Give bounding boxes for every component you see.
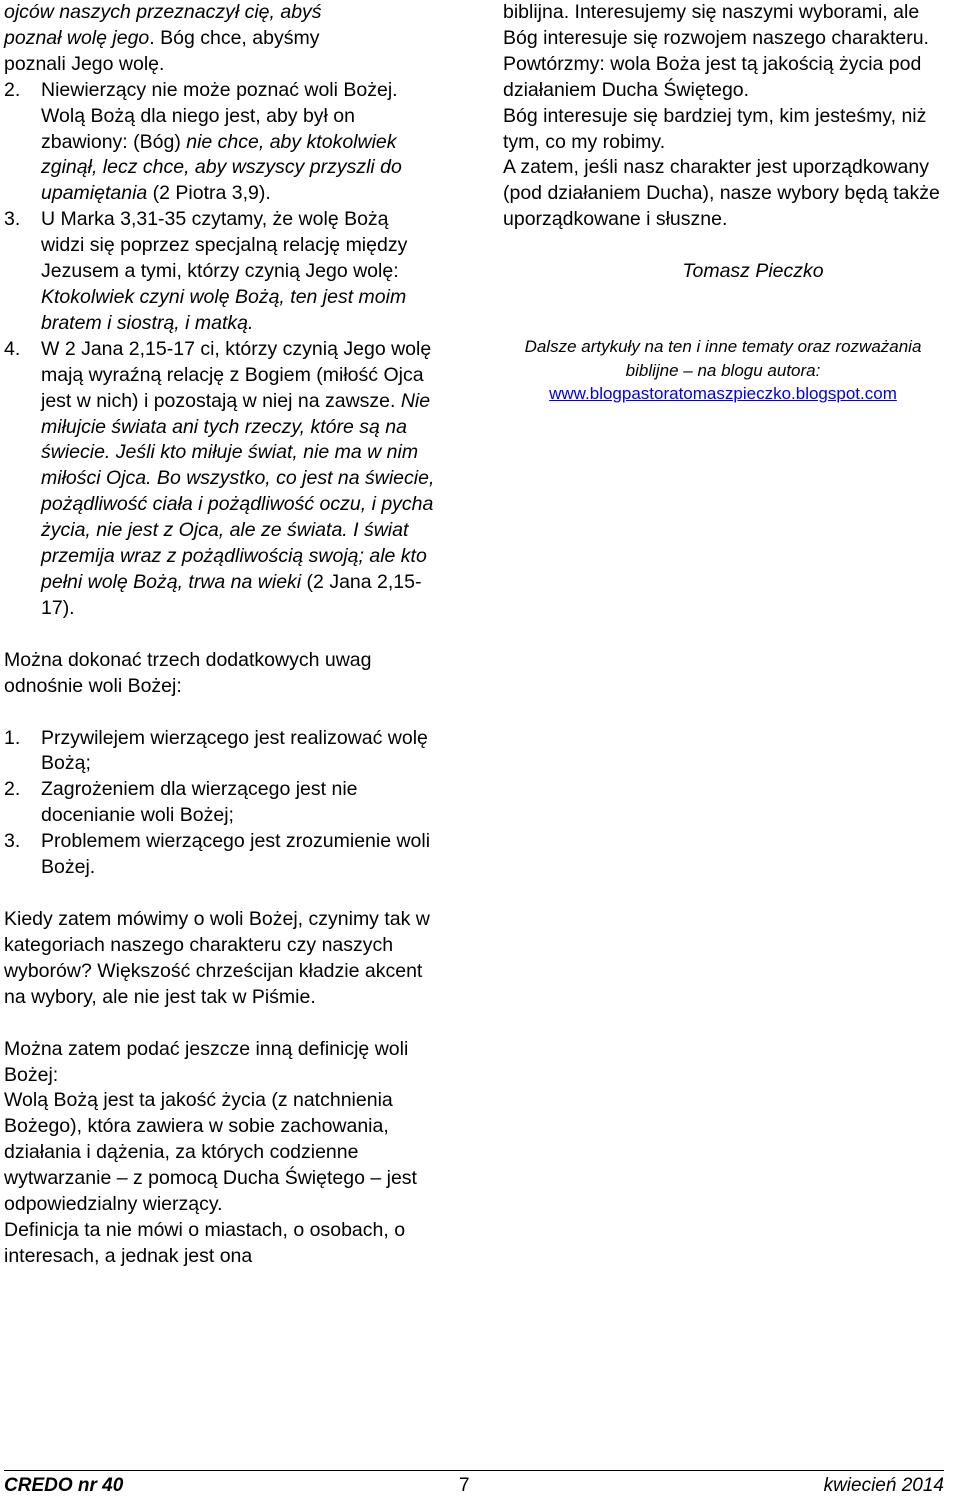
list-item-3 [4,207,436,337]
conclusion-paragraph: A zatem, jeśli nasz charakter jest uporządkowany (pod działaniem Ducha), nasze wybory będą także uporządkowane i słuszne. [503,156,940,231]
intro-text-end: poznali Jego wolę. [4,52,165,75]
summary-paragraph: Bóg interesuje się bardziej tym, kim jesteśmy, niż tym, co my robimy. [503,104,927,153]
blog-link[interactable]: www.blogpastoratomaszpieczko.blogspot.com [549,384,897,404]
question-paragraph: Kiedy zatem mówimy o woli Bożej, czynimy tak w kategoriach naszego charakteru czy naszych wyborów? Większość chrześcijan kładzie akcent na wybory, ale nie jest tak w Piśmie. [4,908,430,1008]
list-number: 4. [4,337,21,360]
right-column [503,0,943,406]
blog-note [503,335,943,406]
remark-number: 3. [4,830,21,853]
list-text: U Marka 3,31-35 czytamy, że wolę Bożą widzi się poprzez specjalną relację między Jezusem a tymi, którzy czynią Jego wolę: [41,208,408,283]
remark-item-1 [4,726,436,778]
remark-text: Problemem wierzącego jest zrozumienie woli Bożej. [41,830,431,879]
list-reference: (2 Jana 2,15-17). [41,570,422,619]
list-number: 3. [4,208,21,231]
remark-item-3 [4,829,436,881]
left-column [4,0,436,1270]
list-number: 2. [4,78,21,101]
remarks-intro: Można dokonać trzech dodatkowych uwag odnośnie woli Bożej: [4,648,372,697]
footer-date: kwiecień 2014 [823,1475,944,1496]
list-text: Niewierzący nie może poznać woli Bożej. Wolą Bożą dla niego jest, aby był on zbawiony: (Bóg) [41,78,398,153]
definition-text: Wolą Bożą jest ta jakość życia (z natchnienia Bożego), która zawiera w sobie zachowania, działania i dążenia, za których codzienne wytwarzanie – z pomocą Ducha Świętego – jest odpowiedzialny wierzący. [4,1089,417,1216]
intro-text: . Bóg chce, abyśmy [149,26,320,49]
footer-magazine: CREDO nr 40 [4,1475,124,1496]
list-item-2 [4,78,436,208]
author-signature: Tomasz Pieczko [682,260,824,283]
definition-comment: Definicja ta nie mówi o miastach, o osobach, o interesach, a jednak jest ona [4,1218,406,1267]
list-quote: Ktokolwiek czyni wolę Bożą, ten jest moim bratem i siostrą, i matką. [41,285,407,334]
summary-paragraph: Powtórzmy: wola Boża jest tą jakością życia pod działaniem Ducha Świętego. [503,52,922,101]
remark-text: Zagrożeniem dla wierzącego jest nie docenianie woli Bożej; [41,778,358,827]
list-quote: nie chce, aby ktokolwiek zginął, lecz chce, aby wszyscy przyszli do upamiętania [41,130,402,205]
remark-number: 2. [4,778,21,801]
list-quote: Nie miłujcie świata ani tych rzeczy, które są na świecie. Jeśli kto miłuje świat, nie ma w nim miłości Ojca. Bo wszystko, co jest na świecie, pożądliwość ciała i pożądliwość oczu, i pycha życia, nie jest z Ojca, ale ze świata. I świat przemija wraz z pożądliwością swoją; ale kto pełni wolę Bożą, trwa na wieki [41,389,435,593]
footer-page-number: 7 [459,1475,470,1496]
footer-divider [4,1470,944,1471]
blog-note-text: Dalsze artykuły na ten i inne tematy oraz rozważania biblijne – na blogu autora: [524,337,922,380]
list-text: W 2 Jana 2,15-17 ci, którzy czynią Jego wolę mają wyraźną relację z Bogiem (miłość Ojca jest w nich) i pozostają w niej na zawsze. [41,337,432,412]
remark-item-2 [4,777,436,829]
intro-quote-line: ojców naszych przeznaczył cię, abyś [4,1,322,23]
definition-intro: Można zatem podać jeszcze inną definicję woli Bożej: [4,1037,409,1086]
list-reference: (2 Piotra 3,9). [147,182,271,205]
remark-text: Przywilejem wierzącego jest realizować wolę Bożą; [41,726,428,775]
list-item-4 [4,337,436,622]
remark-number: 1. [4,726,21,749]
intro-quote-end: poznał wolę jego [4,26,150,49]
continuation-paragraph: biblijna. Interesujemy się naszymi wyborami, ale Bóg interesuje się rozwojem naszego charakteru. [503,1,929,49]
intro-paragraph [4,0,436,78]
